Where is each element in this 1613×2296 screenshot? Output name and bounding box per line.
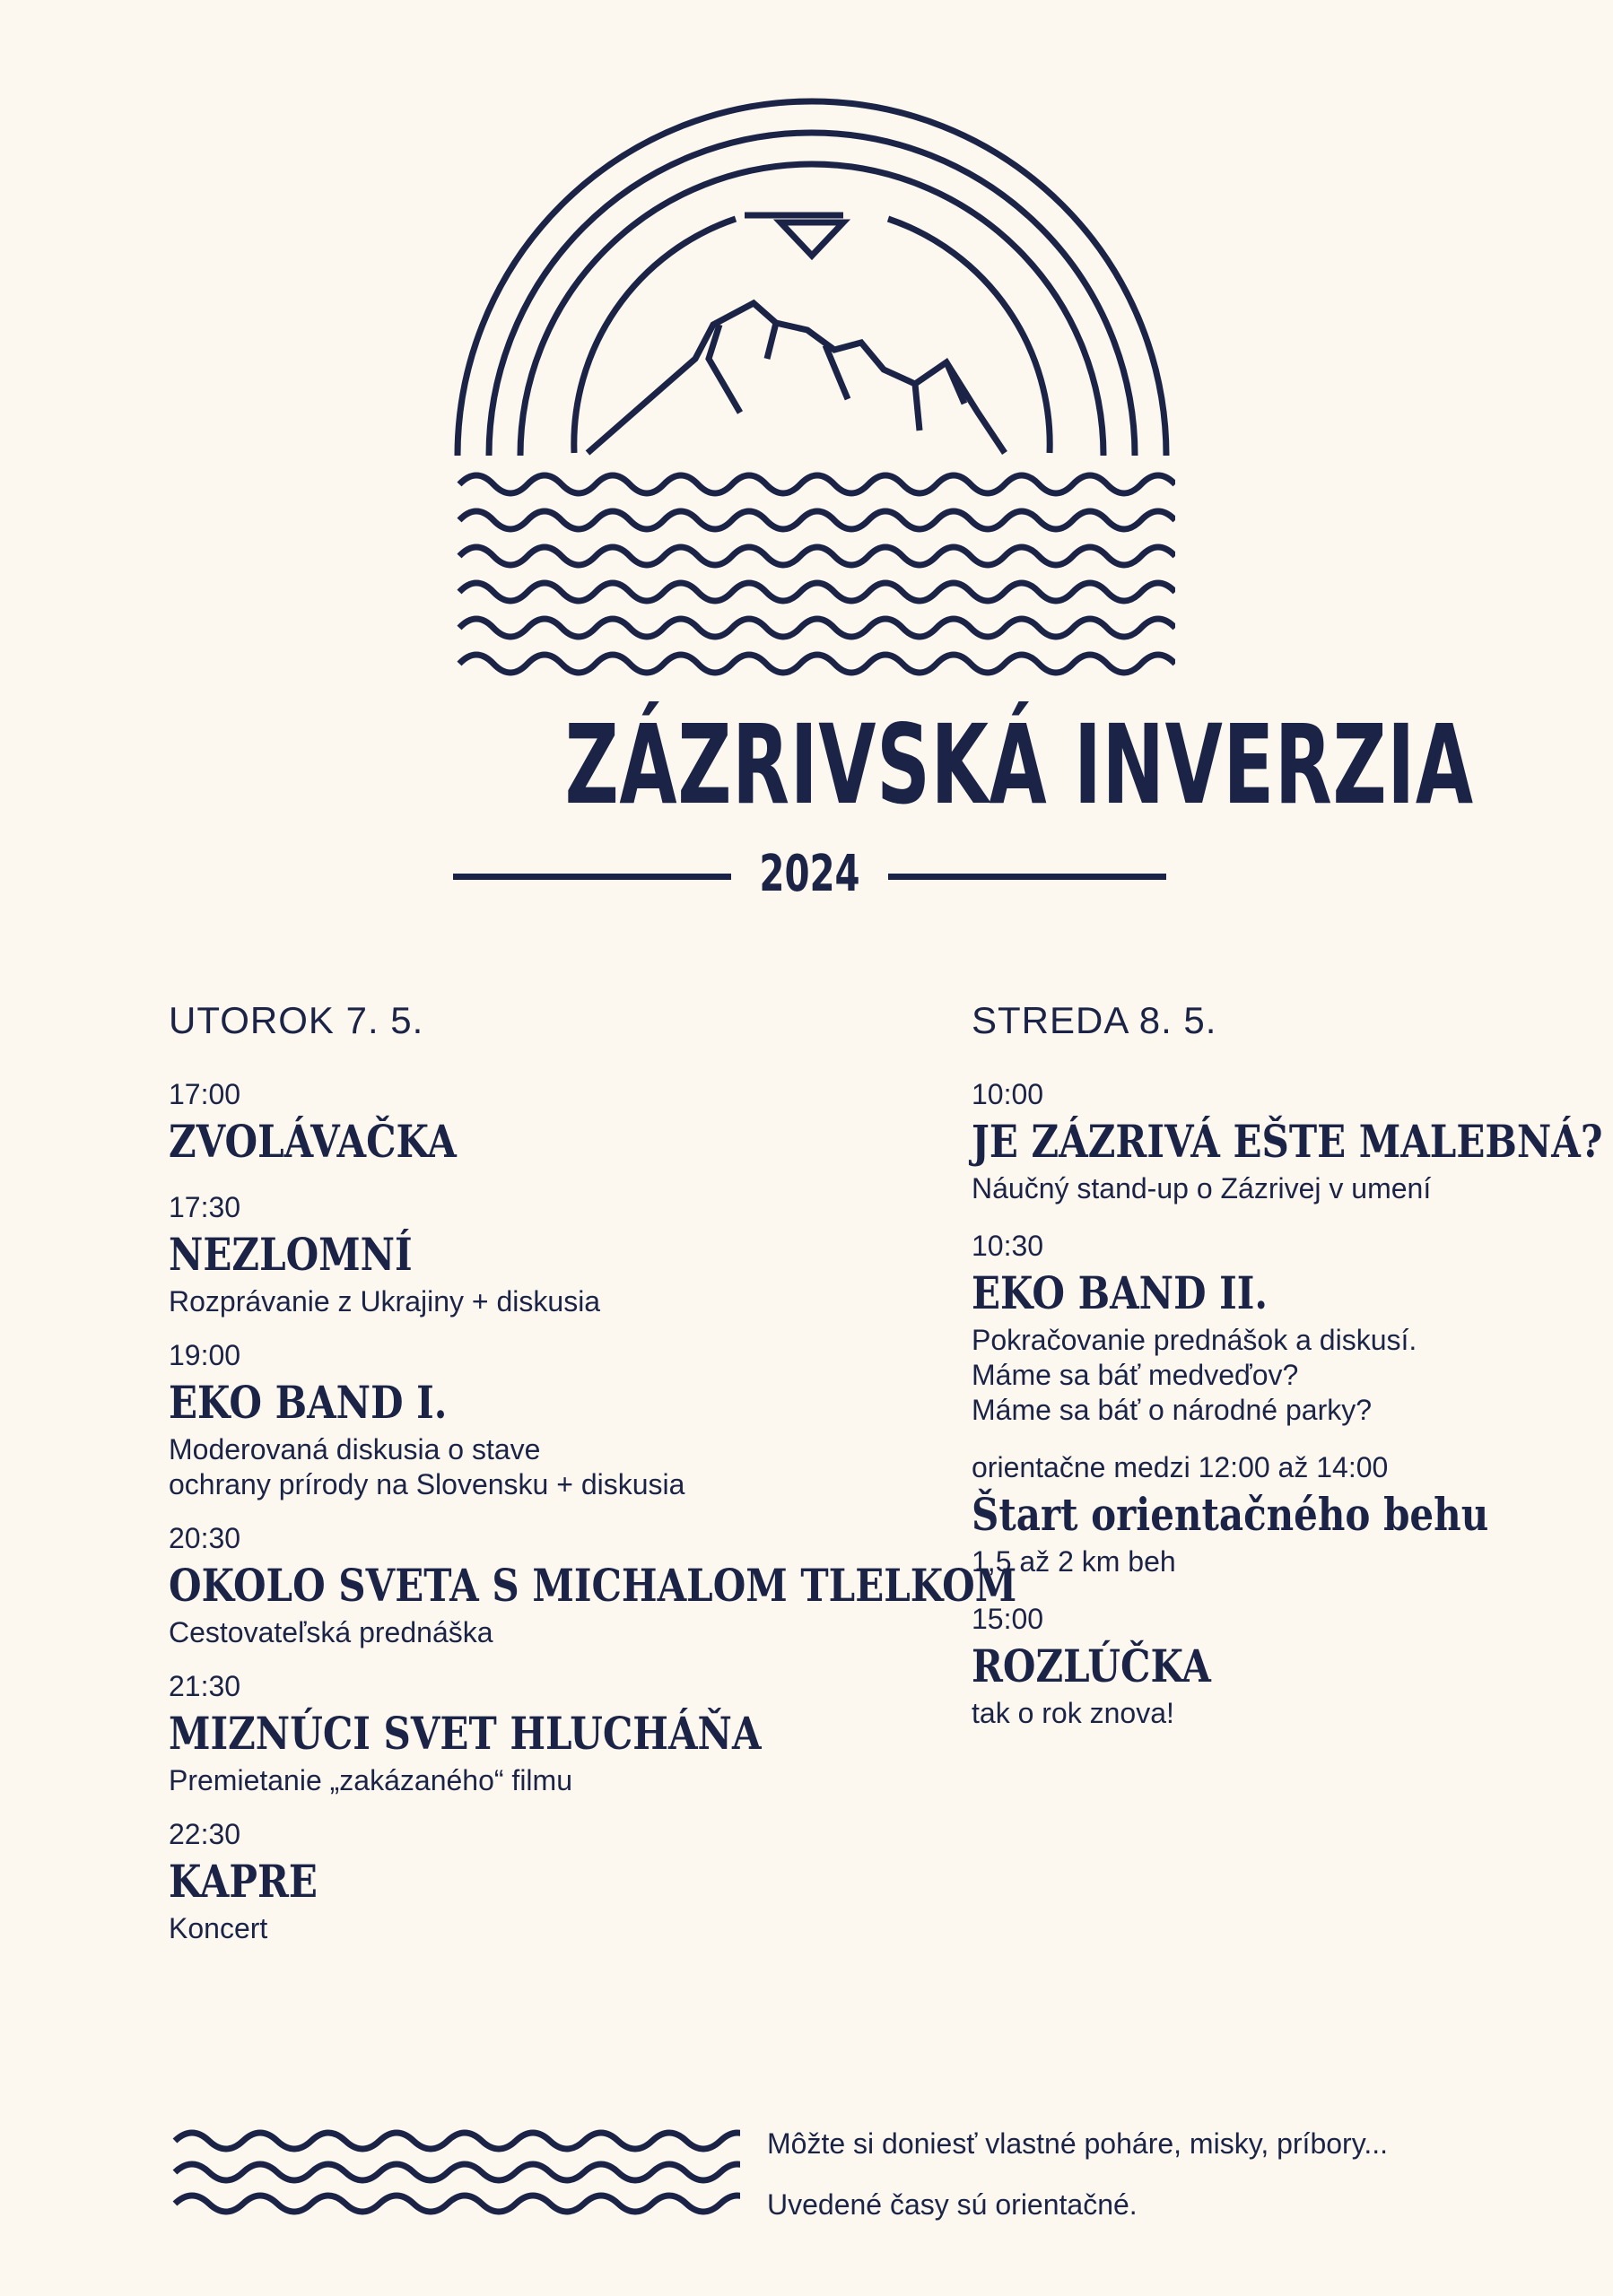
- footer-note: Môžte si doniesť vlastné poháre, misky, príbory...: [767, 2127, 1388, 2160]
- event-item: [972, 1601, 1613, 1731]
- event-time: 15:00: [972, 1603, 1044, 1635]
- event-description: 1,5 až 2 km beh: [972, 1545, 1176, 1578]
- event-name: MIZNÚCI SVET HLUCHÁŇA: [169, 1707, 762, 1760]
- festival-year: 2024: [759, 845, 860, 903]
- event-time: 22:30: [169, 1818, 241, 1850]
- event-item: [169, 1816, 850, 1946]
- year-row: [453, 843, 1166, 906]
- event-name: ROZLÚČKA: [972, 1639, 1211, 1692]
- event-item: [972, 1228, 1613, 1428]
- day-title: STREDA 8. 5.: [972, 999, 1217, 1041]
- event-item: [972, 1076, 1613, 1206]
- event-name: ZVOLÁVAČKA: [169, 1115, 457, 1168]
- festival-title: ZÁZRIVSKÁ INVERZIA: [564, 701, 1474, 829]
- event-description: Pokračovanie prednášok a diskusí. Máme sa báť medveďov? Máme sa báť o národné parky?: [972, 1324, 1417, 1426]
- event-time: 21:30: [169, 1670, 241, 1702]
- event-name: KAPRE: [169, 1855, 318, 1908]
- event-description: tak o rok znova!: [972, 1697, 1174, 1729]
- day-title: UTOROK 7. 5.: [169, 999, 424, 1041]
- footer-waves-decoration: [170, 2121, 740, 2220]
- event-name: JE ZÁZRIVÁ EŠTE MALEBNÁ?: [972, 1115, 1603, 1168]
- event-item: [169, 1668, 850, 1798]
- event-time: orientačne medzi 12:00 až 14:00: [972, 1451, 1389, 1483]
- mountain-lake-logo: [449, 90, 1175, 700]
- event-name: NEZLOMNÍ: [169, 1228, 413, 1281]
- event-item: [169, 1337, 850, 1502]
- event-item: [972, 1449, 1613, 1579]
- day-column-wednesday: [972, 996, 1613, 1749]
- event-time: 10:30: [972, 1230, 1044, 1262]
- event-description: Moderovaná diskusia o stave ochrany prírody na Slovensku + diskusia: [169, 1433, 685, 1500]
- event-description: Koncert: [169, 1912, 268, 1944]
- event-time: 10:00: [972, 1078, 1044, 1110]
- event-time: 17:30: [169, 1191, 241, 1223]
- event-time: 20:30: [169, 1522, 241, 1554]
- event-item: [169, 1189, 850, 1319]
- event-name: EKO BAND I.: [169, 1376, 448, 1429]
- event-description: Rozprávanie z Ukrajiny + diskusia: [169, 1285, 601, 1318]
- event-description: Premietanie „zakázaného“ filmu: [169, 1764, 572, 1796]
- event-name: EKO BAND II.: [972, 1266, 1269, 1319]
- event-item: [169, 1076, 850, 1171]
- footer-notes: [767, 2126, 1574, 2248]
- event-description: Cestovateľská prednáška: [169, 1616, 493, 1648]
- year-divider-right: [888, 874, 1166, 880]
- event-time: 17:00: [169, 1078, 241, 1110]
- event-description: Náučný stand-up o Zázrivej v umení: [972, 1172, 1432, 1205]
- event-time: 19:00: [169, 1339, 241, 1371]
- event-name: Štart orientačného behu: [972, 1488, 1489, 1541]
- event-name: OKOLO SVETA S MICHALOM TLELKOM: [169, 1559, 1017, 1612]
- footer-note: Uvedené časy sú orientačné.: [767, 2188, 1138, 2221]
